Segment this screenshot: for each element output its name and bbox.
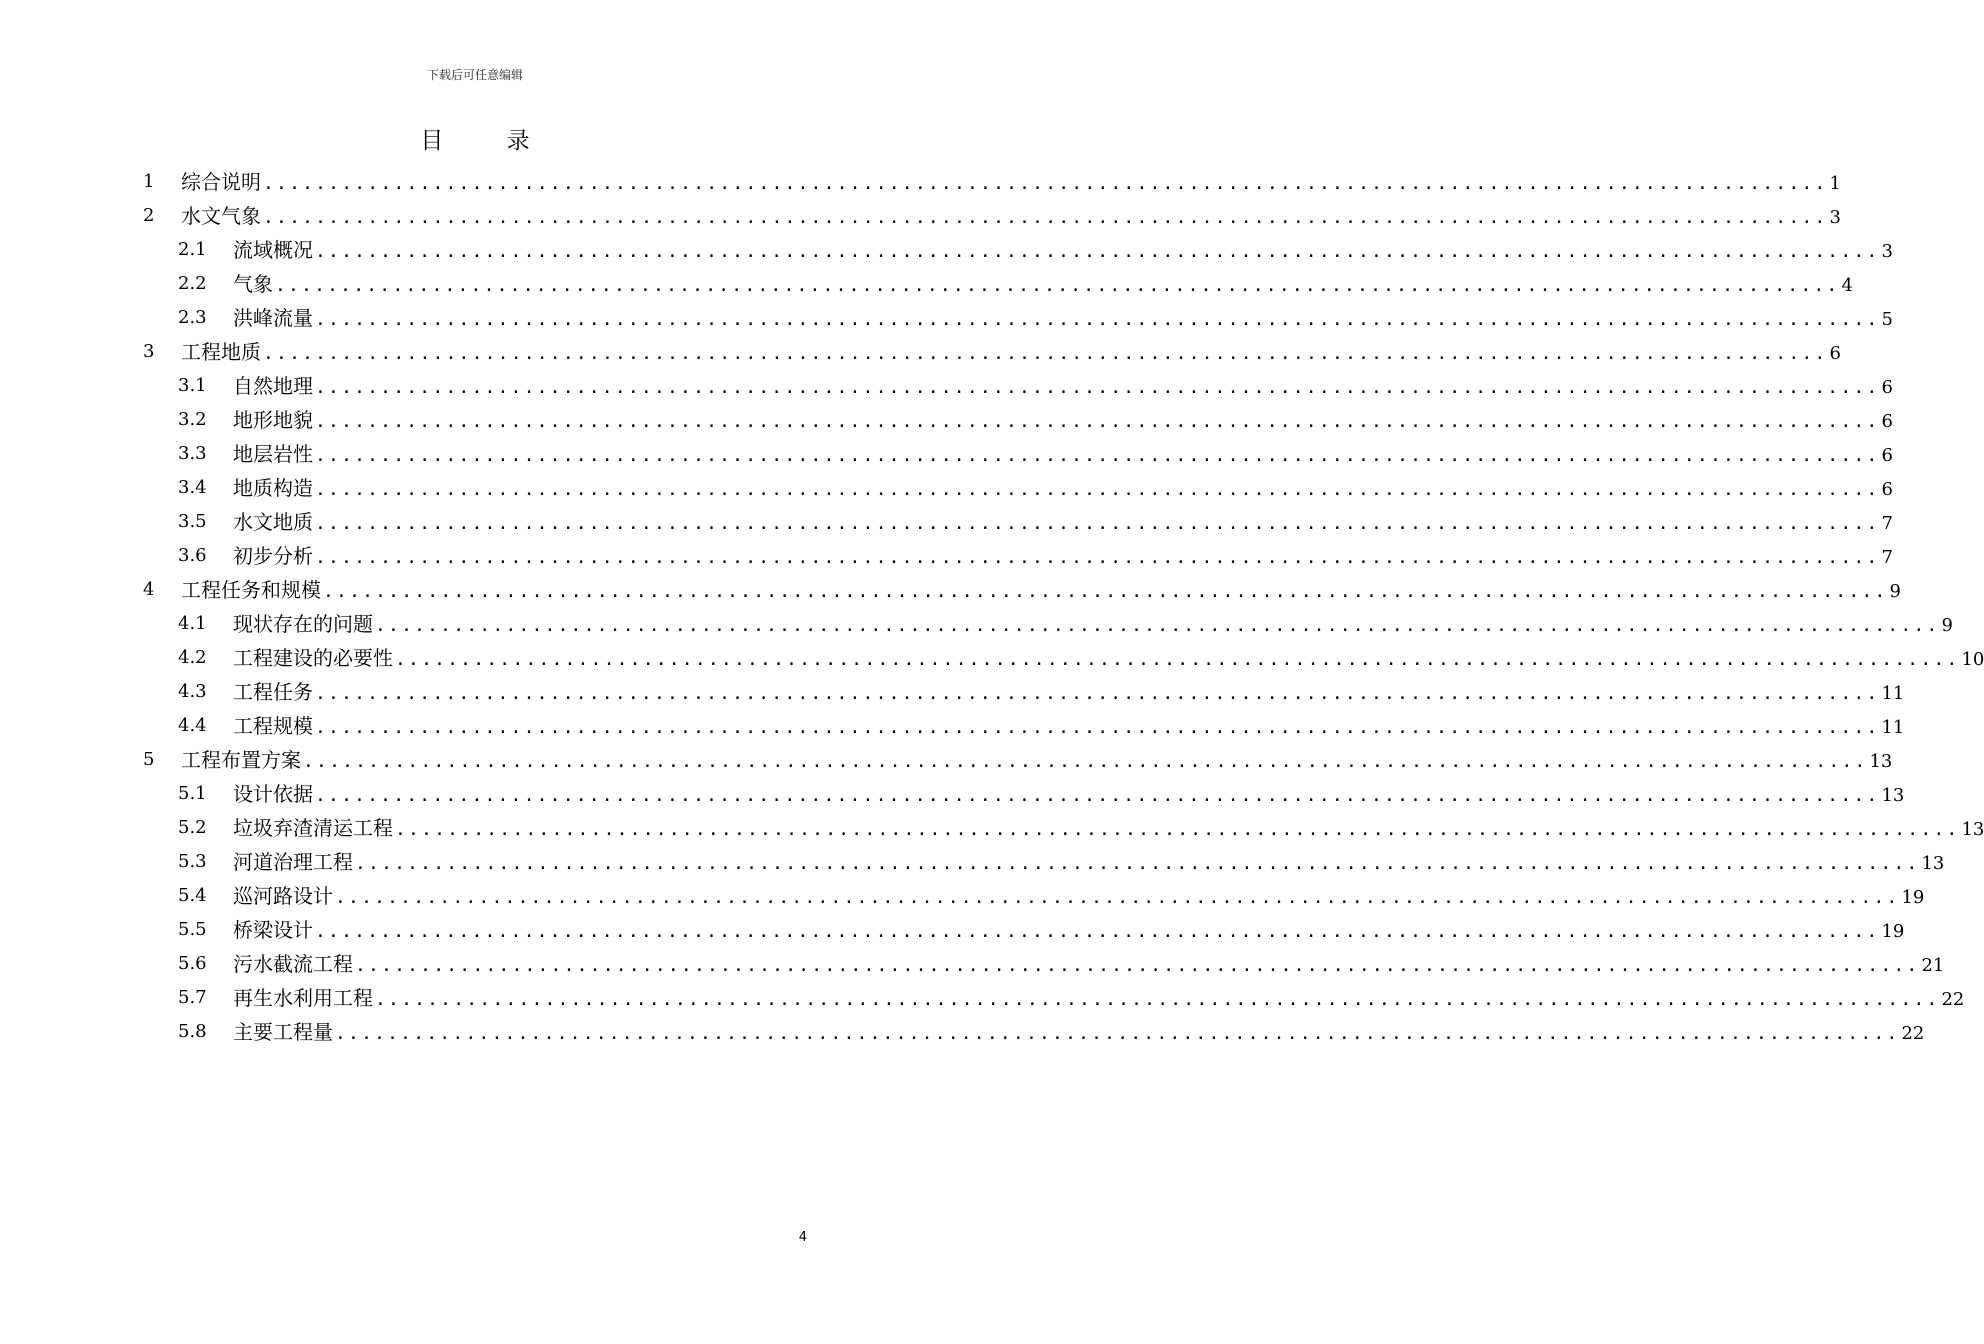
entry-number: 3.3	[178, 443, 207, 464]
entry-title: 地质构造	[233, 476, 313, 500]
dot-leader: ........................................................................................................................	[303, 751, 1868, 772]
entry-title: 流域概况	[233, 238, 313, 262]
header-note: 下载后可任意编辑	[426, 68, 523, 82]
entry-page: 13	[1881, 785, 1905, 806]
entry-title: 工程任务	[233, 680, 313, 704]
toc-entry[interactable]	[0, 607, 1953, 641]
toc-entry[interactable]	[0, 267, 1853, 301]
entry-number: 4.3	[178, 681, 207, 702]
entry-number: 2	[143, 205, 155, 226]
page-number: 4	[798, 1230, 807, 1245]
entry-page: 1	[1829, 173, 1841, 194]
entry-title: 工程规模	[233, 714, 313, 738]
toc-entry[interactable]	[0, 471, 1893, 505]
entry-number: 5.6	[178, 953, 207, 974]
entry-title: 现状存在的问题	[233, 612, 373, 636]
toc-entry[interactable]	[0, 743, 1893, 777]
entry-number: 5.7	[178, 987, 207, 1008]
dot-leader: ........................................................................................................................	[375, 615, 1940, 636]
entry-number: 1	[143, 171, 155, 192]
toc-entry[interactable]	[0, 709, 1905, 743]
dot-leader: ........................................................................................................................	[315, 683, 1880, 704]
entry-title: 垃圾弃渣清运工程	[233, 816, 393, 840]
entry-number: 4.2	[178, 647, 207, 668]
entry-page: 6	[1829, 343, 1841, 364]
entry-page: 3	[1829, 207, 1841, 228]
entry-title: 污水截流工程	[233, 952, 353, 976]
dot-leader: ........................................................................................................................	[335, 887, 1900, 908]
dot-leader: ........................................................................................................................	[315, 445, 1880, 466]
entry-title: 综合说明	[181, 170, 261, 194]
entry-page: 13	[1961, 819, 1984, 840]
toc-entry[interactable]	[0, 369, 1893, 403]
entry-page: 6	[1881, 411, 1893, 432]
entry-page: 6	[1881, 479, 1893, 500]
table-of-contents	[0, 165, 1984, 1049]
toc-title: 目 录	[420, 128, 558, 154]
entry-page: 6	[1881, 377, 1893, 398]
entry-number: 3.6	[178, 545, 207, 566]
toc-entry[interactable]	[0, 777, 1905, 811]
entry-number: 3.1	[178, 375, 207, 396]
entry-number: 4.1	[178, 613, 207, 634]
dot-leader: ........................................................................................................................	[315, 717, 1880, 738]
toc-entry[interactable]	[0, 947, 1945, 981]
entry-page: 9	[1941, 615, 1953, 636]
entry-number: 3	[143, 341, 155, 362]
toc-entry[interactable]	[0, 641, 1984, 675]
entry-page: 19	[1881, 921, 1905, 942]
entry-page: 7	[1881, 547, 1893, 568]
dot-leader: ........................................................................................................................	[315, 241, 1880, 262]
toc-entry[interactable]	[0, 301, 1893, 335]
entry-number: 5.3	[178, 851, 207, 872]
entry-page: 9	[1889, 581, 1901, 602]
entry-number: 5.8	[178, 1021, 207, 1042]
entry-number: 3.5	[178, 511, 207, 532]
entry-title: 气象	[233, 272, 273, 296]
entry-page: 11	[1881, 683, 1905, 704]
entry-number: 5.4	[178, 885, 207, 906]
entry-title: 水文地质	[233, 510, 313, 534]
toc-entry[interactable]	[0, 335, 1841, 369]
entry-page: 22	[1901, 1023, 1925, 1044]
dot-leader: ........................................................................................................................	[315, 411, 1880, 432]
entry-title: 洪峰流量	[233, 306, 313, 330]
dot-leader: ........................................................................................................................	[315, 309, 1880, 330]
toc-entry[interactable]	[0, 403, 1893, 437]
entry-title: 水文气象	[181, 204, 261, 228]
dot-leader: ........................................................................................................................	[275, 275, 1840, 296]
entry-page: 22	[1941, 989, 1965, 1010]
entry-title: 再生水利用工程	[233, 986, 373, 1010]
entry-number: 5.5	[178, 919, 207, 940]
entry-number: 5.2	[178, 817, 207, 838]
toc-entry[interactable]	[0, 573, 1901, 607]
dot-leader: ........................................................................................................................	[323, 581, 1888, 602]
entry-number: 5.1	[178, 783, 207, 804]
toc-entry[interactable]	[0, 811, 1984, 845]
entry-title: 自然地理	[233, 374, 313, 398]
dot-leader: ........................................................................................................................	[355, 955, 1920, 976]
dot-leader: ........................................................................................................................	[395, 819, 1960, 840]
dot-leader: ........................................................................................................................	[315, 785, 1880, 806]
dot-leader: ........................................................................................................................	[355, 853, 1920, 874]
dot-leader: ........................................................................................................................	[335, 1023, 1900, 1044]
entry-title: 工程地质	[181, 340, 261, 364]
toc-entry[interactable]	[0, 199, 1841, 233]
entry-title: 地形地貌	[233, 408, 313, 432]
dot-leader: ........................................................................................................................	[315, 377, 1880, 398]
entry-title: 地层岩性	[233, 442, 313, 466]
dot-leader: ........................................................................................................................	[263, 207, 1828, 228]
toc-entry[interactable]	[0, 913, 1905, 947]
dot-leader: ........................................................................................................................	[395, 649, 1960, 670]
entry-page: 4	[1841, 275, 1853, 296]
toc-entry[interactable]	[0, 1015, 1925, 1049]
toc-entry[interactable]	[0, 845, 1945, 879]
entry-number: 4	[143, 579, 155, 600]
entry-number: 2.1	[178, 239, 207, 260]
dot-leader: ........................................................................................................................	[375, 989, 1940, 1010]
toc-entry[interactable]	[0, 437, 1893, 471]
entry-title: 设计依据	[233, 782, 313, 806]
entry-page: 13	[1921, 853, 1945, 874]
entry-title: 桥梁设计	[233, 918, 313, 942]
entry-number: 5	[143, 749, 155, 770]
entry-number: 2.3	[178, 307, 207, 328]
entry-title: 河道治理工程	[233, 850, 353, 874]
entry-title: 工程布置方案	[181, 748, 301, 772]
dot-leader: ........................................................................................................................	[263, 173, 1828, 194]
entry-title: 工程任务和规模	[181, 578, 321, 602]
entry-title: 巡河路设计	[233, 884, 333, 908]
entry-title: 工程建设的必要性	[233, 646, 393, 670]
toc-entry[interactable]	[0, 675, 1905, 709]
entry-number: 3.2	[178, 409, 207, 430]
toc-entry[interactable]	[0, 165, 1841, 199]
entry-number: 4.4	[178, 715, 207, 736]
entry-number: 3.4	[178, 477, 207, 498]
toc-entry[interactable]	[0, 505, 1893, 539]
entry-number: 2.2	[178, 273, 207, 294]
entry-title: 初步分析	[233, 544, 313, 568]
dot-leader: ........................................................................................................................	[315, 513, 1880, 534]
entry-page: 7	[1881, 513, 1893, 534]
dot-leader: ........................................................................................................................	[315, 479, 1880, 500]
entry-page: 5	[1881, 309, 1893, 330]
entry-page: 3	[1881, 241, 1893, 262]
entry-page: 19	[1901, 887, 1925, 908]
entry-title: 主要工程量	[233, 1020, 333, 1044]
entry-page: 13	[1869, 751, 1893, 772]
entry-page: 10	[1961, 649, 1984, 670]
entry-page: 21	[1921, 955, 1945, 976]
dot-leader: ........................................................................................................................	[315, 547, 1880, 568]
toc-entry[interactable]	[0, 879, 1925, 913]
toc-entry[interactable]	[0, 981, 1965, 1015]
dot-leader: ........................................................................................................................	[263, 343, 1828, 364]
entry-page: 11	[1881, 717, 1905, 738]
dot-leader: ........................................................................................................................	[315, 921, 1880, 942]
toc-entry[interactable]	[0, 539, 1893, 573]
entry-page: 6	[1881, 445, 1893, 466]
toc-entry[interactable]	[0, 233, 1893, 267]
